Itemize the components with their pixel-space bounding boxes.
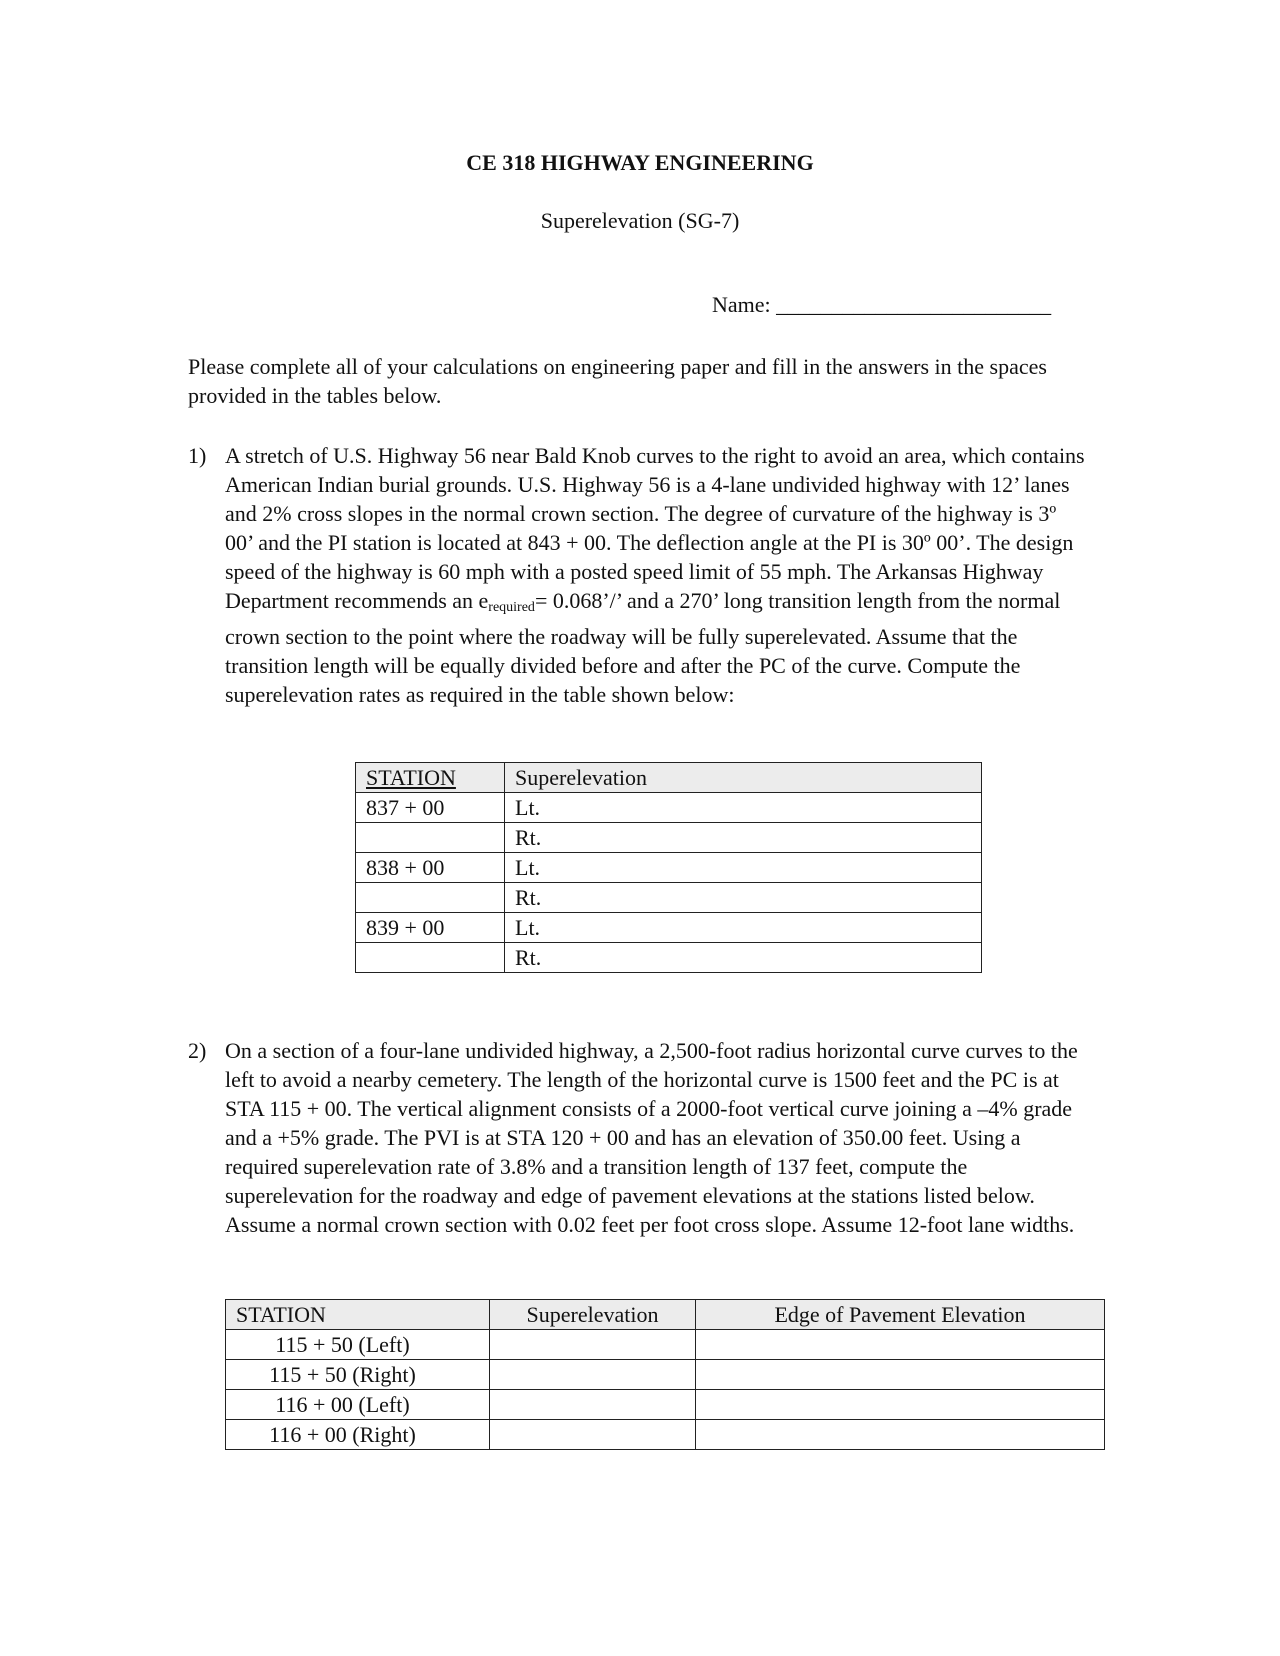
header-station: STATION — [356, 763, 505, 793]
station-cell — [356, 943, 505, 973]
superelevation-cell[interactable]: Rt. — [505, 883, 982, 913]
station-cell: 116 + 00 (Left) — [226, 1390, 490, 1420]
superelevation-cell[interactable] — [490, 1330, 696, 1360]
header-station: STATION — [226, 1300, 490, 1330]
table-row — [356, 883, 982, 913]
instructions-paragraph: Please complete all of your calculations on engineering paper and fill in the answers in the spaces provided in the tables below. — [188, 354, 1047, 408]
superelevation-cell[interactable] — [490, 1390, 696, 1420]
problem-1-text — [225, 441, 1088, 709]
table-row — [356, 853, 982, 883]
edge-elevation-cell[interactable] — [696, 1360, 1105, 1390]
superelevation-cell[interactable]: Rt. — [505, 823, 982, 853]
header-superelevation: Superelevation — [490, 1300, 696, 1330]
station-cell: 838 + 00 — [356, 853, 505, 883]
table-row — [226, 1330, 1105, 1360]
station-cell: 115 + 50 (Right) — [226, 1360, 490, 1390]
table-row — [226, 1360, 1105, 1390]
name-field: Name: _________________________ — [712, 292, 1052, 317]
station-cell: 837 + 00 — [356, 793, 505, 823]
header-edge-of-pavement-elevation: Edge of Pavement Elevation — [696, 1300, 1105, 1330]
superelevation-cell[interactable]: Lt. — [505, 793, 982, 823]
problem-2-table — [225, 1299, 1105, 1450]
table-row — [226, 1420, 1105, 1450]
table-row — [356, 793, 982, 823]
table-header-row — [356, 763, 982, 793]
station-cell: 116 + 00 (Right) — [226, 1420, 490, 1450]
problem-2-number: 2) — [188, 1038, 207, 1063]
station-cell: 115 + 50 (Left) — [226, 1330, 490, 1360]
document-subtitle: Superelevation (SG-7) — [540, 208, 740, 233]
problem-1-table — [355, 762, 982, 973]
superelevation-cell[interactable]: Lt. — [505, 853, 982, 883]
problem-1 — [188, 441, 1088, 709]
superelevation-cell[interactable]: Lt. — [505, 913, 982, 943]
table-row — [356, 913, 982, 943]
table-row — [226, 1390, 1105, 1420]
table-row — [356, 823, 982, 853]
problem-1-text-part1: A stretch of U.S. Highway 56 near Bald Knob curves to the right to avoid an area, which contains American Indian burial grounds. U.S. Highway 56 is a 4-lane undivided highway with 12’ lanes and 2% cross slopes in the normal crown section. The degree of curvature of the highway is 3º 00’ and the PI station is located at 843 + 00. The deflection angle at the PI is 30º 00’. The design speed of the highway is 60 mph with a posted speed limit of 55 mph. The Arkansas Highway Department recommends an e — [225, 443, 1085, 613]
superelevation-cell[interactable] — [490, 1360, 696, 1390]
table-row — [356, 943, 982, 973]
station-cell — [356, 823, 505, 853]
station-cell: 839 + 00 — [356, 913, 505, 943]
problem-1-subscript: required — [488, 600, 535, 615]
problem-2 — [188, 1036, 1088, 1239]
superelevation-cell[interactable]: Rt. — [505, 943, 982, 973]
edge-elevation-cell[interactable] — [696, 1330, 1105, 1360]
edge-elevation-cell[interactable] — [696, 1420, 1105, 1450]
header-superelevation: Superelevation — [505, 763, 982, 793]
document-title: CE 318 HIGHWAY ENGINEERING — [466, 150, 814, 175]
problem-2-text: On a section of a four-lane undivided highway, a 2,500-foot radius horizontal curve curves to the left to avoid a nearby cemetery. The length of the horizontal curve is 1500 feet and the PC is at STA 115 + 00. The vertical alignment consists of a 2000-foot vertical curve joining a –4% grade and a +5% grade. The PVI is at STA 120 + 00 and has an elevation of 350.00 feet. Using a required superelevation rate of 3.8% and a transition length of 137 feet, compute the superelevation for the roadway and edge of pavement elevations at the stations listed below. Assume a normal crown section with 0.02 feet per foot cross slope. Assume 12-foot lane widths. — [225, 1038, 1078, 1237]
station-cell — [356, 883, 505, 913]
superelevation-cell[interactable] — [490, 1420, 696, 1450]
table-header-row — [226, 1300, 1105, 1330]
problem-1-text-part2: = 0.068’/’ and a 270’ long transition length from the normal crown section to the point where the roadway will be fully superelevated. Assume that the transition length will be equally divided before and after the PC of the curve. Compute the superelevation rates as required in the table shown below: — [225, 588, 1061, 707]
problem-1-number: 1) — [188, 443, 207, 468]
edge-elevation-cell[interactable] — [696, 1390, 1105, 1420]
